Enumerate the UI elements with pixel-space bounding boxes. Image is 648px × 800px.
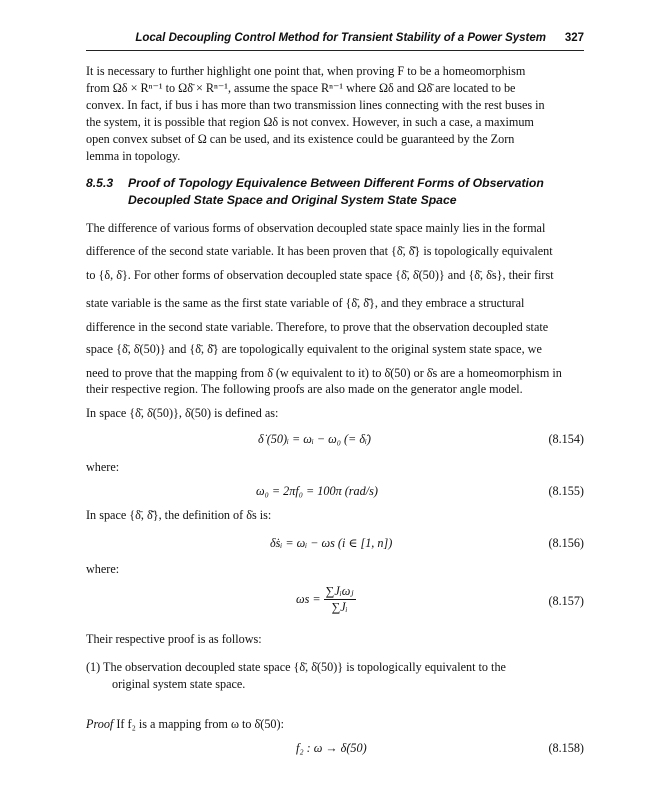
section-title-line2: Decoupled State Space and Original System State Space [128, 193, 457, 207]
fraction-numerator: ∑Jᵢωⱼ [325, 584, 354, 598]
para-line: difference of the second state variable. It has been proven that {δ̄, δ̄̇} is topologically equivalent [86, 244, 553, 258]
section-heading [86, 176, 544, 190]
equation-number: (8.157) [548, 594, 584, 608]
proof-text: If f₂ is a mapping from ω to δ̇(50): [113, 717, 284, 731]
para-line: their respective region. The following proofs are also made on the generator angle model. [86, 382, 523, 396]
list-item-1-line2: original system state space. [112, 677, 246, 691]
running-header [86, 30, 584, 51]
section-title-line1: Proof of Topology Equivalence Between Different Forms of Observation [128, 176, 544, 190]
page-number: 327 [564, 32, 584, 44]
equation-8-154: δ̇ (50)ᵢ = ωᵢ − ω₀ (= δ̇ᵢ) [258, 432, 371, 446]
equation-number: (8.154) [548, 432, 584, 446]
para-line: The difference of various forms of observation decoupled state space mainly lies in the formal [86, 221, 546, 235]
para-line: state variable is the same as the first state variable of {δ̄, δ̄̇}, and they embrace a structural [86, 296, 525, 310]
equation-lhs: ωs = [296, 592, 321, 606]
equation-8-156: δ̇sᵢ = ωᵢ − ωs (i ∈ [1, n]) [270, 536, 393, 550]
equation-number: (8.158) [548, 741, 584, 755]
intro-line: convex. In fact, if bus i has more than two transmission lines connecting with the rest buses in [86, 98, 545, 112]
intro-line: the system, it is possible that region Ωδ is not convex. However, in such a case, a maximum [86, 115, 534, 129]
equation-8-155: ω₀ = 2πf₀ = 100π (rad/s) [256, 484, 378, 498]
header-title: Local Decoupling Control Method for Transient Stability of a Power System [135, 32, 546, 44]
para-line: difference in the second state variable. Therefore, to prove that the observation decoupled state [86, 320, 549, 334]
proof-line [86, 717, 284, 731]
where-label: where: [86, 460, 120, 474]
where-label: where: [86, 562, 120, 576]
equation-number: (8.156) [548, 536, 584, 550]
intro-line: from Ωδ × Rⁿ⁻¹ to Ωδ̄ × Rⁿ⁻¹, assume the space Rⁿ⁻¹ where Ωδ and Ωδ̄ are located to be [86, 81, 516, 95]
intro-line: It is necessary to further highlight one point that, when proving F to be a homeomorphism [86, 64, 526, 78]
para-line: In space {δ̄, δ̇(50)}, δ̇(50) is defined as: [86, 406, 279, 420]
fraction [324, 584, 356, 615]
list-item-1-line1: (1) The observation decoupled state space {δ̄, δ̇(50)} is topologically equivalent to the [86, 660, 506, 674]
intro-line: lemma in topology. [86, 149, 181, 163]
fraction-denominator: ∑Jᵢ [331, 600, 348, 614]
para-line: to {δ, δ̇}. For other forms of observation decoupled state space {δ̄, δ̇(50)} and {δ̄, δ̇s}, their first [86, 268, 554, 282]
equation-number: (8.155) [548, 484, 584, 498]
para-line: need to prove that the mapping from δ̇ (w equivalent to it) to δ̇(50) or δ̇s are a homeomorphism in [86, 366, 562, 380]
equation-8-158: f₂ : ω → δ̇(50) [296, 741, 367, 755]
proof-label: Proof [86, 717, 114, 731]
equation-8-157 [296, 584, 356, 615]
section-number: 8.5.3 [86, 176, 114, 190]
definition-line: In space {δ̄, δ̄̇}, the definition of δ̇s is: [86, 508, 272, 522]
para-line: space {δ̄, δ̇(50)} and {δ̄, δ̄̇} are topologically equivalent to the original system state space, we [86, 342, 542, 356]
proof-intro: Their respective proof is as follows: [86, 632, 262, 646]
intro-line: open convex subset of Ω can be used, and its existence could be guaranteed by the Zorn [86, 132, 515, 146]
